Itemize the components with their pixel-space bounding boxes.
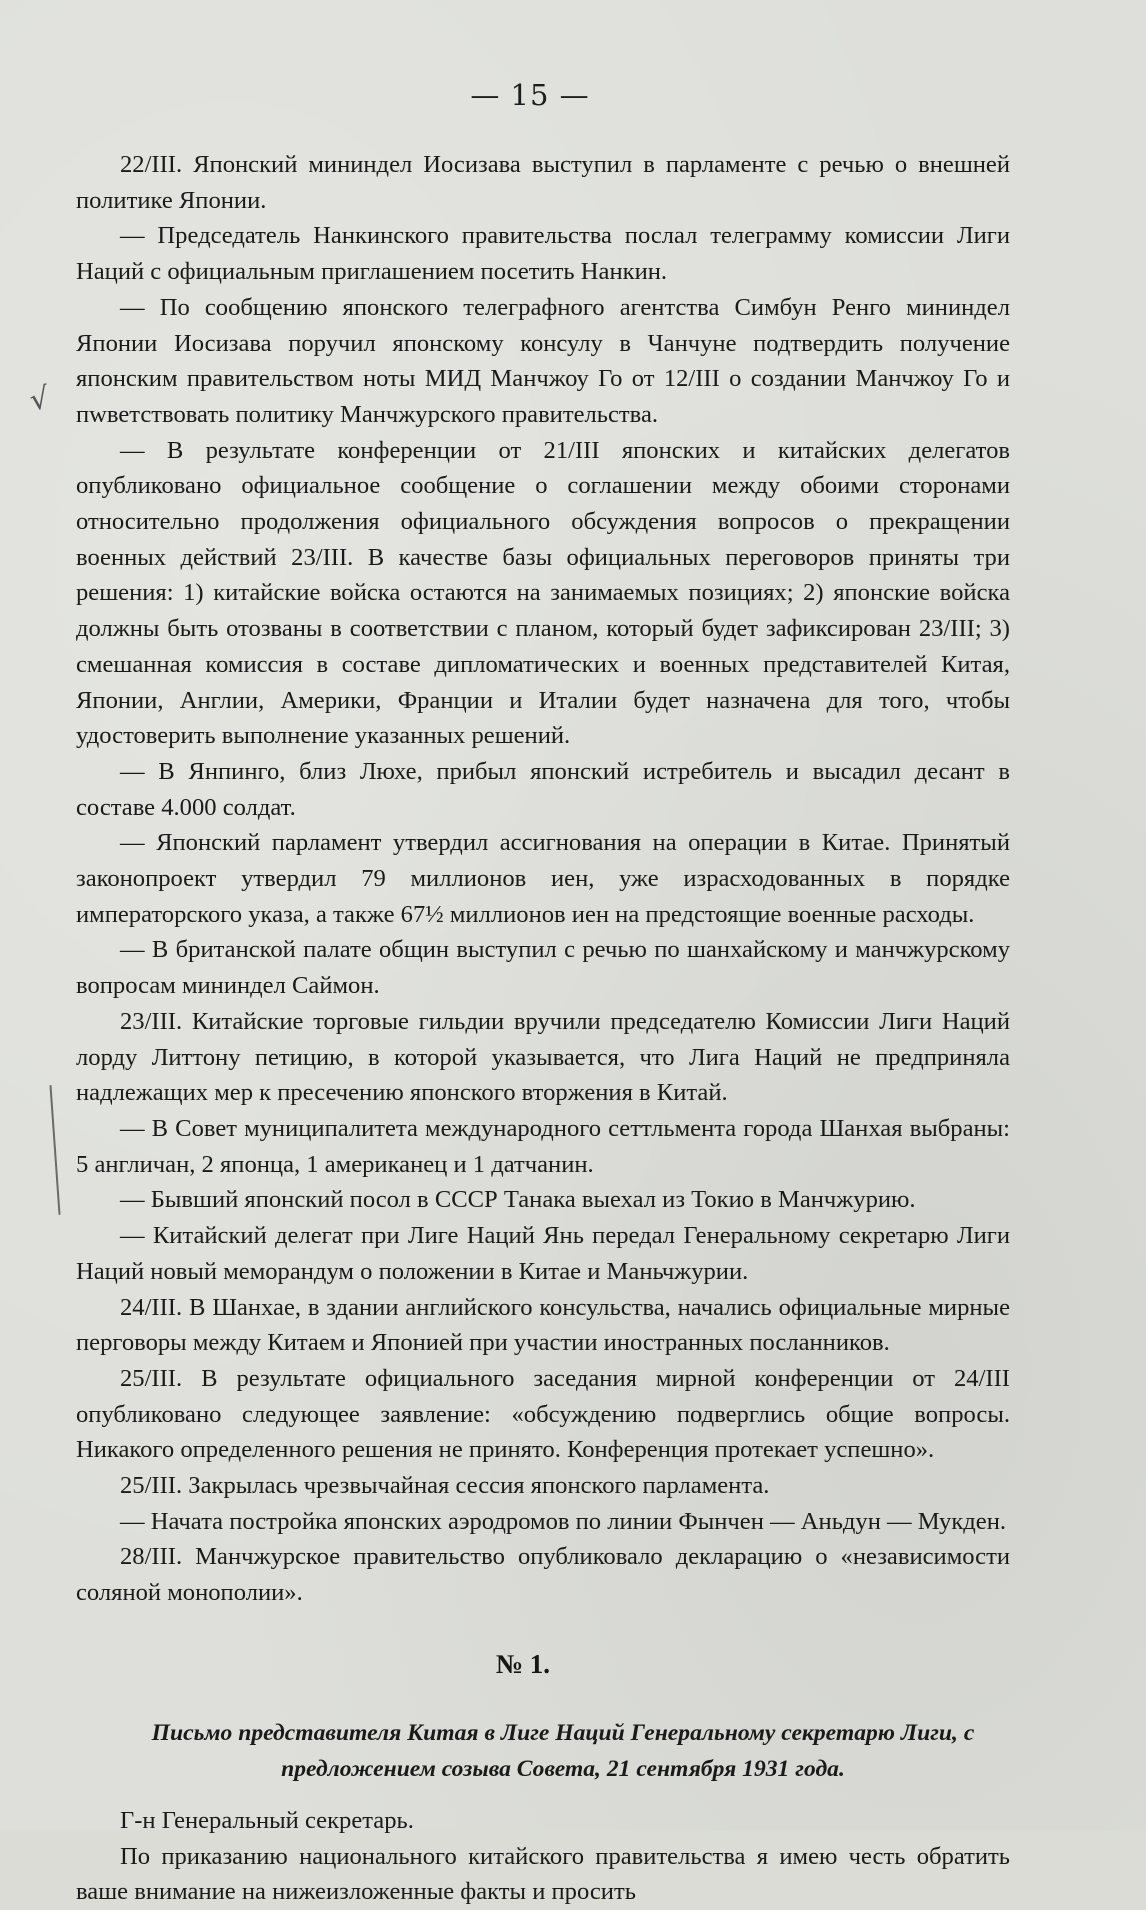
page-number: — 15 — (470, 78, 590, 112)
chronicle-entry: — Председатель Нанкинского правительства послал телеграмму комиссии Лиги Наций с официальным приглашением посетить Нанкин. (76, 222, 1010, 286)
document-title: Письмо представителя Китая в Лиге Наций Генеральному секретарю Лиги, с предложением созыва Совета, 21 сентября 1931 года. (151, 1719, 975, 1782)
letter-salutation: Г-н Генеральный секретарь. (120, 1806, 414, 1834)
chronicle-entry: — Бывший японский посол в СССР Танака выехал из Токио в Манчжурию. (120, 1186, 916, 1214)
margin-pencil-line (49, 1085, 60, 1215)
chronicle-entry: — В Совет муниципалитета международного сеттльмента города Шанхая выбраны: 5 англичан, 2 японца, 1 американец и 1 датчанин. (76, 1114, 1010, 1178)
chronicle-entry: 25/III. В результате официального заседания мирной конференции от 24/III опубликовано следующее заявление: «обсуждению подверглись общие вопросы. Никакого определенного решения не принято. Конференция протекает успешно». (76, 1364, 1010, 1464)
chronicle-entry: — В Янпинго, близ Люхе, прибыл японский истребитель и высадил десант в составе 4.000 солдат. (76, 757, 1010, 821)
chronicle-entry: — Китайский делегат при Лиге Наций Янь передал Генеральному секретарю Лиги Наций новый меморандум о положении в Китае и Маньчжурии. (76, 1222, 1010, 1285)
section-heading: № 1. (495, 1648, 551, 1679)
chronicle-entry: — В результате конференции от 21/III японских и китайских делегатов опубликовано официальное сообщение о соглашении между обоими сторонами относительно продолжения официального обсуждения вопросов о прекращении военных действий 23/III. В качестве базы официальных переговоров приняты три решения: 1) китайские войска остаются на занимаемых позициях; 2) японские войска должны быть отозваны в соответствии с планом, который будет зафиксирован 23/III; 3) смешанная комиссия в составе дипломатических и военных представителей Китая, Японии, Англии, Америки, Франции и Италии будет назначена для того, чтобы удостоверить выполнение указанных решений. (76, 436, 1010, 750)
chronicle-entry: 25/III. Закрылась чрезвычайная сессия японского парламента. (120, 1472, 770, 1500)
chronicle-entry: 24/III. В Шанхае, в здании английского консульства, начались официальные мирные перговоры между Китаем и Японией при участии иностранных посланников. (76, 1293, 1010, 1357)
chronicle-entry: 28/III. Манчжурское правительство опубликовало декларацию о «независимости соляной монополии». (76, 1543, 1010, 1607)
chronicle-entry: — Начата постройка японских аэродромов по линии Фынчен — Аньдун — Мукден. (120, 1507, 1007, 1535)
chronicle-entry: — Японский парламент утвердил ассигнования на операции в Китае. Принятый законопроект утвердил 79 миллионов иен, уже израсходованных в порядке императорского указа, а также 67½ миллионов иен на предстоящие военные расходы. (76, 829, 1010, 928)
letter-paragraph: По приказанию национального китайского правительства я имею честь обратить ваше внимание на нижеизложенные факты и просить (76, 1842, 1010, 1906)
margin-check-mark: √ (27, 380, 53, 419)
chronicle-entry: 23/III. Китайские торговые гильдии вручили председателю Комиссии Лиги Наций лорду Литтону петицию, в которой указывается, что Лига Наций не предприняла надлежащих мер к пресечению японского вторжения в Китай. (76, 1007, 1010, 1107)
chronicle-text (76, 147, 1010, 1910)
chronicle-entry: 22/III. Японский мининдел Иосизава выступил в парламенте с речью о внешней политике Японии. (76, 151, 1010, 214)
chronicle-entry: — В британской палате общин выступил с речью по шанхайскому и манчжурскому вопросам мининдел Саймон. (76, 936, 1010, 1000)
chronicle-entry: — По сообщению японского телеграфного агентства Симбун Ренго мининдел Японии Иосизава поручил японскому консулу в Чанчуне подтвердить получение японским правительством ноты МИД Манчжоу Го от 12/III о создании Манчжоу Го и пwветствовать политику Манчжурского правительства. (76, 293, 1010, 428)
